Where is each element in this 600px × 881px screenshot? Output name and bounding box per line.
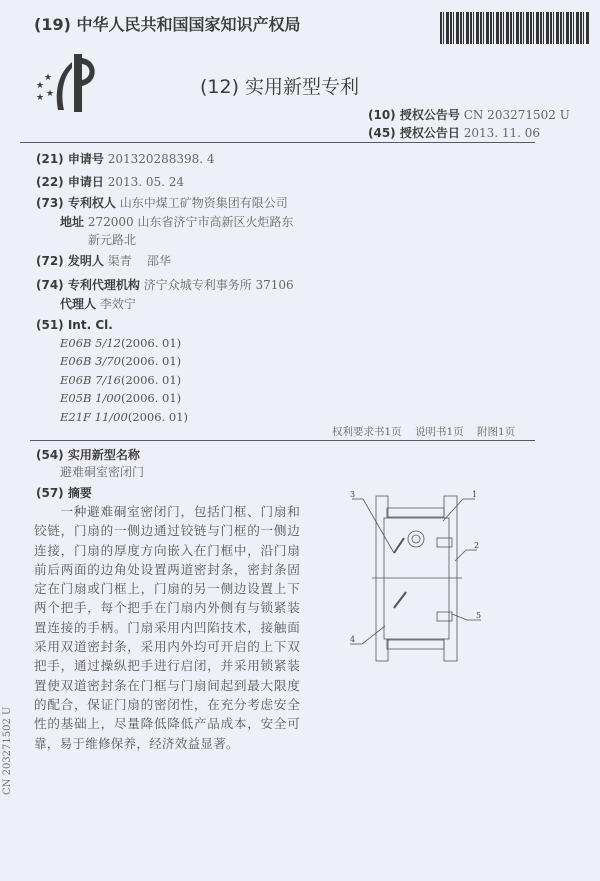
pub-no: CN 203271502 U bbox=[463, 108, 570, 122]
patentee-label: (73) 专利权人 bbox=[36, 196, 116, 210]
app-no-label: (21) 申请号 bbox=[36, 152, 104, 166]
app-date-label: (22) 申请日 bbox=[36, 175, 104, 189]
door-drawing bbox=[330, 470, 500, 670]
ipc-row: E06B 5/12(2006. 01) bbox=[60, 336, 182, 350]
label-5: 5 bbox=[476, 611, 482, 620]
page-count-info: 权利要求书1页 说明书1页 附图1页 bbox=[332, 426, 516, 438]
ipc-row: E05B 1/00(2006. 01) bbox=[60, 391, 182, 405]
frame-bottom-bar bbox=[387, 640, 444, 649]
agent: 李效宁 bbox=[99, 297, 136, 311]
cnipa-logo bbox=[32, 48, 102, 118]
patent-type: (12) 实用新型专利 bbox=[200, 76, 360, 98]
label-2: 2 bbox=[474, 541, 480, 550]
agency: 济宁众城专利事务所 37106 bbox=[143, 278, 294, 292]
abstract-text: 一种避难硐室密闭门，包括门框、门扇和铰链，门扇的一侧边通过铰链与门框的一侧边连接，门扇的厚度方向嵌入在门框中，沿门扇前后两面的边角处设置两道密封条，密封条固定在门扇或门框上，门扇的另一侧边设置上下两个把手，每个把手在门扇内外侧有与锁紧装置连接的手柄。门扇采用内凹陷技术，接触面采用双道密封条，采用内外均可开启的上下双把手，通过操纵把手进行启闭，并采用锁紧装置使双道密封条在门框与门扇间起到最大限度的配合，保证门扇的密闭性，在充分考虑安全性的基础上，尽量降低降低产品成本，安全可靠，易于维修保养，经济效益显著。 bbox=[34, 504, 300, 751]
address-line1: 272000 山东省济宁市高新区火炬路东 bbox=[87, 215, 294, 229]
patentee: 山东中煤工矿物资集团有限公司 bbox=[119, 196, 288, 210]
title-label: (54) 实用新型名称 bbox=[36, 448, 140, 462]
pub-no-label: (10) 授权公告号 bbox=[368, 108, 460, 122]
abstract-label: (57) 摘要 bbox=[36, 486, 92, 500]
svg-text:★: ★ bbox=[46, 89, 55, 99]
issuing-office: (19) 中华人民共和国国家知识产权局 bbox=[34, 15, 301, 34]
intcl-label: (51) Int. Cl. bbox=[36, 318, 113, 332]
svg-text:★: ★ bbox=[36, 93, 45, 103]
inventors: 渠青 邵华 bbox=[107, 254, 171, 268]
ipc-row: E06B 7/16(2006. 01) bbox=[60, 373, 182, 387]
svg-text:★: ★ bbox=[44, 73, 53, 83]
ipc-row: E06B 3/70(2006. 01) bbox=[60, 354, 182, 368]
bib-divider bbox=[30, 440, 535, 441]
app-date: 2013. 05. 24 bbox=[107, 175, 185, 189]
pub-date: 2013. 11. 06 bbox=[463, 126, 541, 140]
agency-label: (74) 专利代理机构 bbox=[36, 278, 140, 292]
agent-label: 代理人 bbox=[60, 297, 97, 311]
label-4: 4 bbox=[350, 635, 356, 644]
ipc-row: E21F 11/00(2006. 01) bbox=[60, 410, 188, 424]
header-divider bbox=[20, 142, 535, 143]
spine-pub-number: CN 203271502 U bbox=[2, 706, 13, 795]
utility-model-title: 避难硐室密闭门 bbox=[60, 465, 145, 479]
barcode bbox=[440, 12, 590, 44]
address-label: 地址 bbox=[60, 215, 85, 229]
label-3: 3 bbox=[350, 490, 356, 499]
label-1: 1 bbox=[472, 490, 478, 499]
pub-date-label: (45) 授权公告日 bbox=[368, 126, 460, 140]
svg-text:★: ★ bbox=[36, 81, 45, 91]
inventor-label: (72) 发明人 bbox=[36, 254, 104, 268]
frame-top-bar bbox=[387, 508, 444, 517]
address-line2: 新元路北 bbox=[88, 233, 137, 247]
app-no: 201320288398. 4 bbox=[107, 152, 215, 166]
